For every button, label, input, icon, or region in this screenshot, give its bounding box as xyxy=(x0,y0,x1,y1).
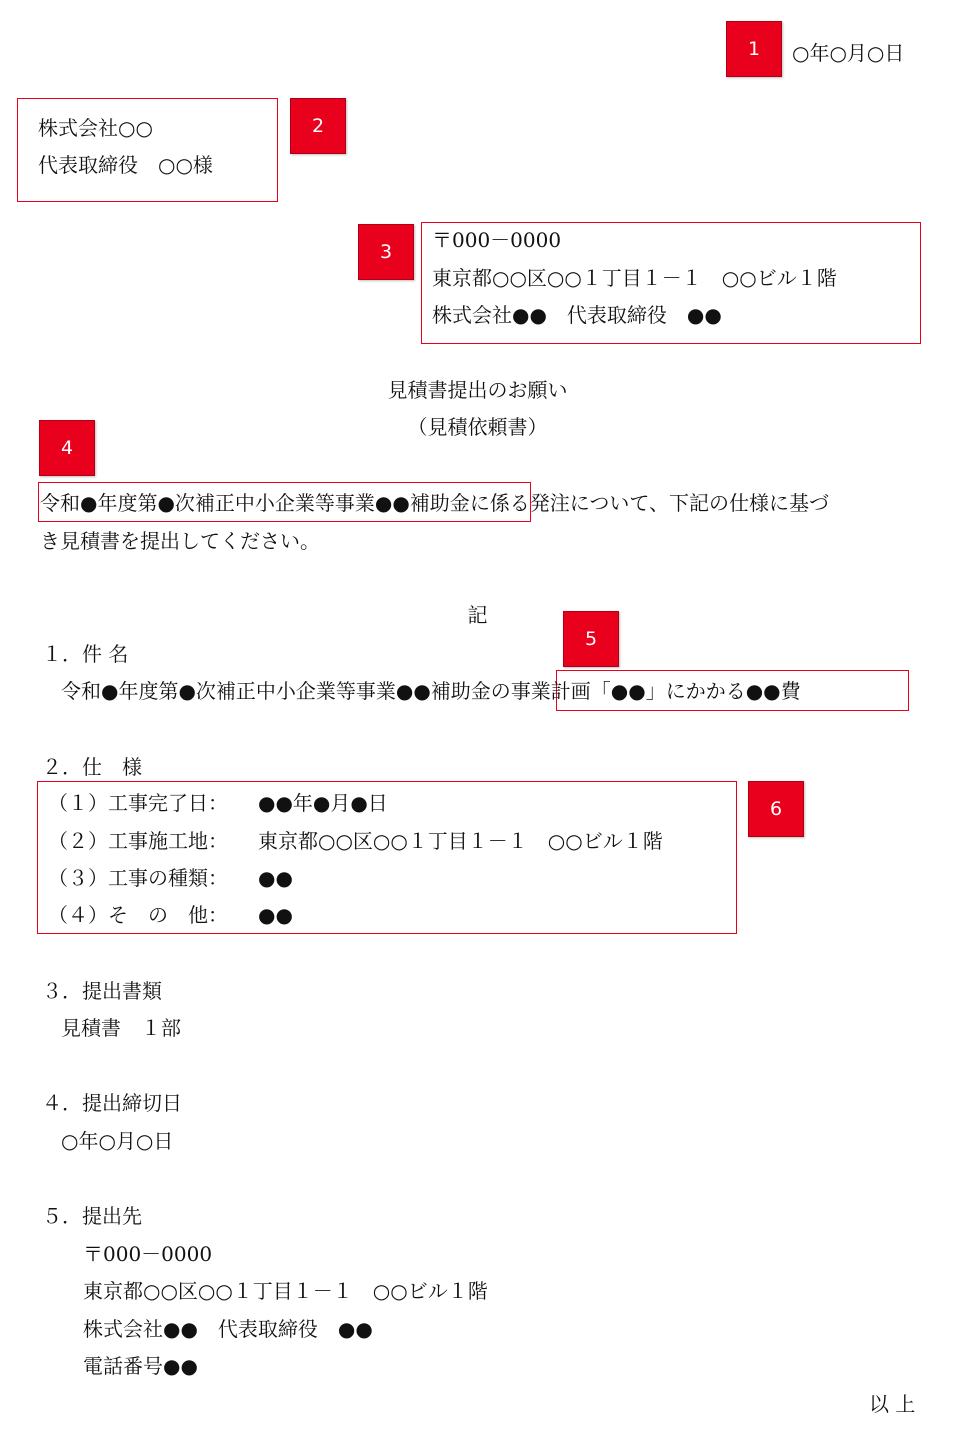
sender-postal: 〒000－0000 xyxy=(432,228,562,252)
recipient-person: 代表取締役 ○○様 xyxy=(38,153,213,177)
spec-label-completion: （１）工事完了日： xyxy=(48,791,228,815)
section-4-value: ○年○月○日 xyxy=(61,1129,174,1153)
section-4-heading: ４．提出締切日 xyxy=(42,1091,182,1115)
annotation-badge-6: 6 xyxy=(748,781,804,837)
section-2-heading: ２．仕 様 xyxy=(42,755,142,779)
annotation-badge-2: 2 xyxy=(290,98,346,154)
section-5-company-rep: 株式会社●● 代表取締役 ●● xyxy=(83,1317,373,1341)
intro-line-1-rest: に係る発注について、下記の仕様に基づ xyxy=(469,491,830,515)
section-5-heading: ５．提出先 xyxy=(42,1204,142,1228)
annotation-badge-4: 4 xyxy=(39,420,95,476)
intro-line-1 xyxy=(40,489,829,517)
sender-address: 東京都○○区○○１丁目１－１ ○○ビル１階 xyxy=(432,266,837,290)
document-date: ○年○月○日 xyxy=(792,41,905,65)
document-subtitle: （見積依頼書） xyxy=(407,415,548,439)
section-3-heading: ３．提出書類 xyxy=(42,979,162,1003)
section-1-value-prefix: 令和●年度第●次補正中小企業等事業●●補助金の xyxy=(61,679,511,703)
spec-label-site: （２）工事施工地： xyxy=(48,829,228,853)
annotation-badge-5: 5 xyxy=(563,611,619,667)
spec-label-other: （４）そ の 他： xyxy=(48,903,228,927)
ki-heading: 記 xyxy=(467,603,488,627)
recipient-company: 株式会社○○ xyxy=(38,116,153,140)
section-1-heading: １．件 名 xyxy=(42,642,129,666)
section-3-value: 見積書 １部 xyxy=(61,1016,181,1040)
annotation-badge-3: 3 xyxy=(358,224,414,280)
section-5-address: 東京都○○区○○１丁目１－１ ○○ビル１階 xyxy=(83,1279,488,1303)
spec-value-type: ●● xyxy=(258,866,293,890)
spec-label-type: （３）工事の種類： xyxy=(48,866,228,890)
spec-value-other: ●● xyxy=(258,903,293,927)
section-1-value-boxed: 事業計画「●●」にかかる●●費 xyxy=(510,679,801,703)
spec-value-site: 東京都○○区○○１丁目１－１ ○○ビル１階 xyxy=(258,829,663,853)
intro-line-2: き見積書を提出してください。 xyxy=(40,529,320,553)
section-5-phone: 電話番号●● xyxy=(83,1354,198,1378)
annotation-badge-1: 1 xyxy=(726,21,782,77)
section-1-value xyxy=(61,677,801,705)
sender-company-rep: 株式会社●● 代表取締役 ●● xyxy=(432,303,722,327)
document-title: 見積書提出のお願い xyxy=(387,378,568,402)
intro-subsidy-name: 令和●年度第●次補正中小企業等事業●●補助金 xyxy=(40,491,470,515)
section-5-postal: 〒000－0000 xyxy=(83,1242,213,1266)
closing-text: 以 上 xyxy=(869,1392,916,1416)
spec-value-completion: ●●年●月●日 xyxy=(258,791,388,815)
